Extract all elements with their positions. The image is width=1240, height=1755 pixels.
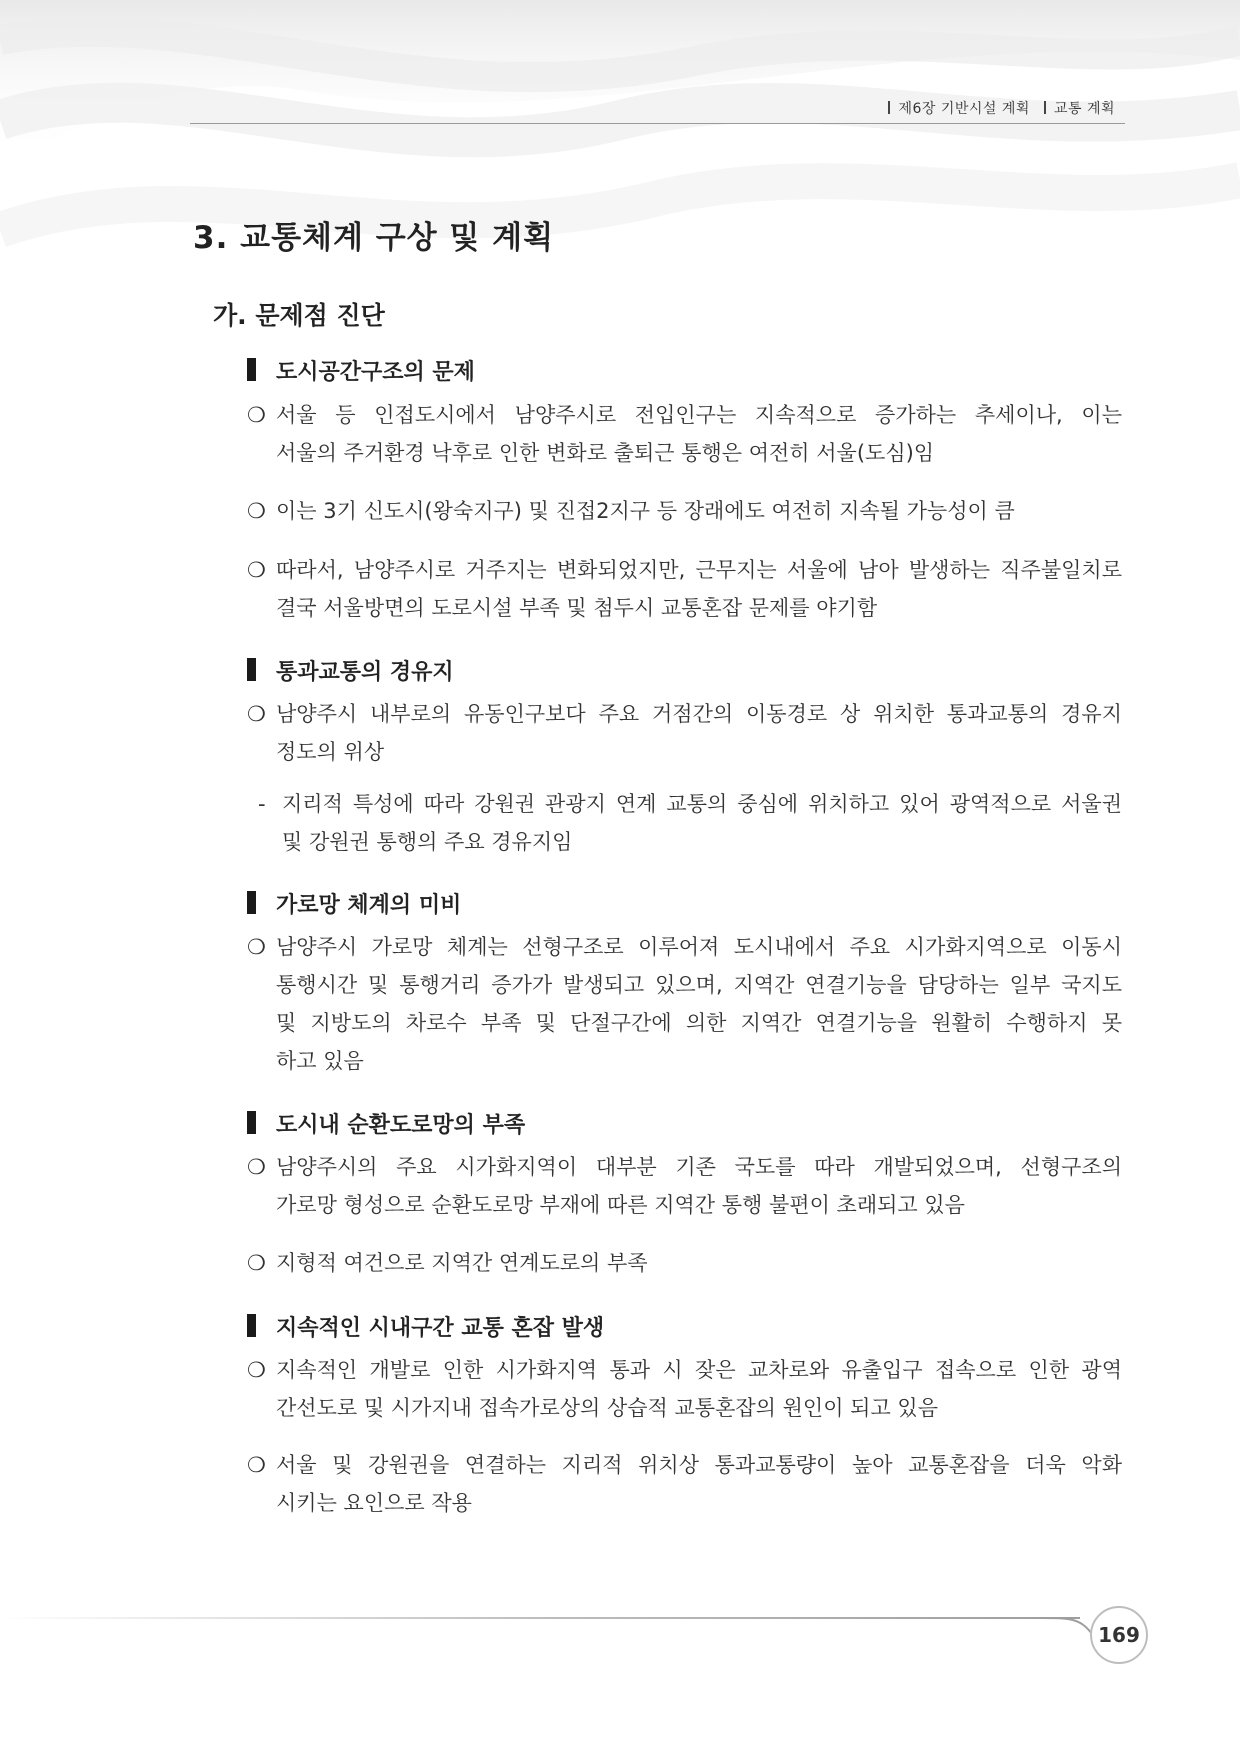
bullet-item: ❍ 서울 및 강원권을 연결하는 지리적 위치상 통과교통량이 높아 교통혼잡을 더욱 악화 시키는 요인으로 작용 <box>247 1446 1122 1522</box>
bullet-item: ❍ 남양주시 내부로의 유동인구보다 주요 거점간의 이동경로 상 위치한 통과교통의 경유지 정도의 위상 <box>247 695 1122 771</box>
heading-marker-icon <box>247 891 256 914</box>
heading-marker-icon <box>247 1314 256 1337</box>
bullet-item: ❍ 지속적인 개발로 인한 시가화지역 통과 시 잦은 교차로와 유출입구 접속으로 인한 광역 간선도로 및 시가지내 접속가로상의 상습적 교통혼잡의 원인이 되고 있음 <box>247 1351 1122 1427</box>
circle-bullet-icon: ❍ <box>247 1155 266 1179</box>
bullet-item: ❍ 지형적 여건으로 지역간 연계도로의 부족 <box>247 1244 1122 1282</box>
section-subtitle: 가. 문제점 진단 <box>213 301 385 330</box>
circle-bullet-icon: ❍ <box>247 1358 266 1382</box>
circle-bullet-icon: ❍ <box>247 403 266 427</box>
circle-bullet-icon: ❍ <box>247 702 266 726</box>
heading-marker-icon <box>247 358 256 381</box>
heading-marker-icon <box>247 658 256 681</box>
header-section: 교통 계획 <box>1053 101 1115 117</box>
dash-bullet-icon: - <box>258 792 266 816</box>
circle-bullet-icon: ❍ <box>247 935 266 959</box>
circle-bullet-icon: ❍ <box>247 499 266 523</box>
circle-bullet-icon: ❍ <box>247 1453 266 1477</box>
header-divider-bar <box>1044 101 1046 114</box>
circle-bullet-icon: ❍ <box>247 1251 266 1275</box>
bullet-item: ❍ 이는 3기 신도시(왕숙지구) 및 진접2지구 등 장래에도 여전히 지속될 가능성이 큼 <box>247 492 1122 530</box>
bullet-item: ❍ 서울 등 인접도시에서 남양주시로 전입인구는 지속적으로 증가하는 추세이나, 이는 서울의 주거환경 낙후로 인한 변화로 출퇴근 통행은 여전히 서울(도심)임 <box>247 396 1122 472</box>
dash-item: - 지리적 특성에 따라 강원권 관광지 연계 교통의 중심에 위치하고 있어 광역적으로 서울권 및 강원권 통행의 주요 경유지임 <box>258 785 1122 861</box>
footer-rule <box>0 1617 1080 1619</box>
header-text <box>888 98 1115 118</box>
circle-bullet-icon: ❍ <box>247 558 266 582</box>
bullet-item: ❍ 남양주시 가로망 체계는 선형구조로 이루어져 도시내에서 주요 시가화지역으로 이동시 통행시간 및 통행거리 증가가 발생되고 있으며, 지역간 연결기능을 담당하는 일부 국지도 및 지방도의 차로수 부족 및 단절구간에 의한 지역간 연결기능을 원활히 수행하지 못 하고 있음 <box>247 928 1122 1080</box>
page-title: 3. 교통체계 구상 및 계획 <box>193 220 555 256</box>
background-decoration <box>0 0 1240 420</box>
bullet-item: ❍ 남양주시의 주요 시가화지역이 대부분 기존 국도를 따라 개발되었으며, 선형구조의 가로망 형성으로 순환도로망 부재에 따른 지역간 통행 불편이 초래되고 있음 <box>247 1148 1122 1224</box>
page-number: 169 <box>1090 1606 1148 1664</box>
header-divider-bar <box>888 101 890 114</box>
bullet-item: ❍ 따라서, 남양주시로 거주지는 변화되었지만, 근무지는 서울에 남아 발생하는 직주불일치로 결국 서울방면의 도로시설 부족 및 첨두시 교통혼잡 문제를 야기함 <box>247 551 1122 627</box>
header-rule <box>190 123 1125 124</box>
header-chapter: 제6장 기반시설 계획 <box>898 101 1030 117</box>
running-header <box>190 96 1125 124</box>
heading-marker-icon <box>247 1111 256 1134</box>
